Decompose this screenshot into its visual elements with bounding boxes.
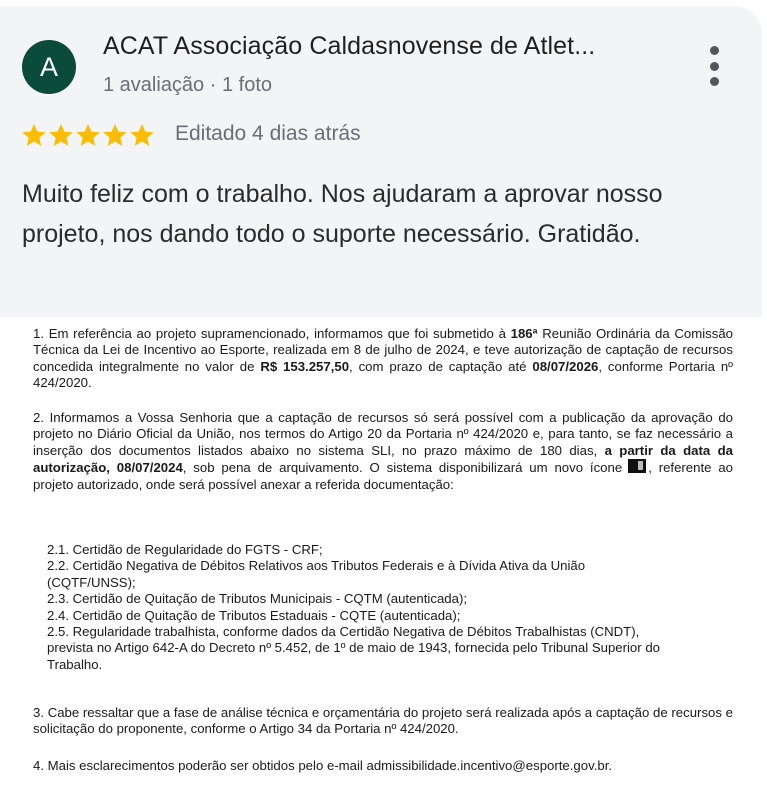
doc-text: Reunião Ordinária da Comissão Técnica da Lei de Incentivo ao Esporte, realizada em 8 de julho de 2024, e teve autorização de captação de recursos concedida integralmente no valor de bbox=[33, 326, 733, 374]
list-item: prevista no Artigo 642-A do Decreto nº 5.452, de 1º de maio de 1943, fornecida pelo Tribunal Superior do bbox=[47, 640, 660, 656]
list-item: 2.1. Certidão de Regularidade do FGTS - CRF; bbox=[47, 542, 323, 557]
star-icon bbox=[75, 122, 101, 148]
review-text: Muito feliz com o trabalho. Nos ajudaram a aprovar nosso projeto, nos dando todo o suporte necessário. Gratidão. bbox=[22, 180, 663, 248]
doc-paragraph-2 bbox=[33, 410, 733, 493]
doc-text: 1. Em referência ao projeto supramencionado, informamos que foi submetido à bbox=[33, 326, 511, 341]
star-icon bbox=[129, 122, 155, 148]
star-icon bbox=[48, 122, 74, 148]
list-item: 2.3. Certidão de Quitação de Tributos Municipais - CQTM (autenticada); bbox=[47, 591, 467, 607]
star-icon bbox=[102, 122, 128, 148]
doc-text: , sob pena de arquivamento. O sistema disponibilizará um novo ícone bbox=[182, 460, 623, 476]
doc-bold-meeting: 186ª bbox=[510, 326, 538, 341]
star-icon bbox=[21, 122, 47, 148]
doc-paragraph-1 bbox=[33, 326, 733, 392]
doc-text: 2. Informamos a Vossa Senhoria que a captação de recursos só será possível com a publicação da aprovação do projeto no Diário Oficial da União, nos termos do Artigo 20 da Portaria nº 424/2020 e, para tanto, se faz necessário a inserção dos documentos listados abaixo no sistema SLI, no prazo máximo de 180 dias, bbox=[33, 410, 733, 458]
doc-text: , com prazo de captação até bbox=[349, 358, 533, 374]
reviewer-meta: 1 avaliação · 1 foto bbox=[103, 74, 272, 96]
reviewer-name[interactable]: ACAT Associação Caldasnovense de Atlet... bbox=[103, 32, 596, 60]
list-item: 2.4. Certidão de Quitação de Tributos Estaduais - CQTE (autenticada); bbox=[47, 607, 461, 623]
doc-text: , referente ao projeto autorizado, onde será possível anexar a referida documentação: bbox=[33, 460, 733, 492]
list-item: (CQTF/UNSS); bbox=[47, 574, 136, 590]
doc-paragraph-4: 4. Mais esclarecimentos poderão ser obtidos pelo e-mail admissibilidade.incentivo@esporte.gov.br. bbox=[33, 758, 613, 773]
doc-bold-amount: R$ 153.257,50 bbox=[260, 358, 350, 374]
reviewer-avatar[interactable]: A bbox=[22, 40, 76, 94]
list-item: 2.2. Certidão Negativa de Débitos Relativos aos Tributos Federais e à Dívida Ativa da União bbox=[47, 558, 586, 574]
more-vert-icon-dot bbox=[710, 77, 719, 86]
doc-bold-deadline: 08/07/2026 bbox=[532, 358, 599, 374]
book-icon bbox=[628, 459, 646, 473]
more-options-button[interactable] bbox=[700, 46, 728, 86]
review-photo-document[interactable] bbox=[0, 317, 767, 788]
more-vert-icon-dot bbox=[710, 62, 719, 71]
edited-timestamp: Editado 4 dias atrás bbox=[175, 122, 361, 145]
doc-requirements-list bbox=[47, 542, 737, 673]
doc-bold-authorization-date: a partir da data da autorização, 08/07/2024 bbox=[33, 442, 733, 476]
list-item: Trabalho. bbox=[47, 656, 103, 672]
review-card bbox=[0, 6, 762, 317]
more-vert-icon bbox=[710, 46, 719, 55]
list-item: 2.5. Regularidade trabalhista, conforme dados da Certidão Negativa de Débitos Trabalhistas (CNDT), bbox=[47, 624, 640, 640]
doc-text: , conforme Portaria nº 424/2020. bbox=[33, 358, 733, 391]
doc-paragraph-3: 3. Cabe ressaltar que a fase de análise técnica e orçamentária do projeto será realizada após a captação de recursos e solicitação do proponente, conforme o Artigo 34 da Portaria nº 424/2020. bbox=[33, 705, 733, 737]
star-rating bbox=[21, 122, 155, 148]
